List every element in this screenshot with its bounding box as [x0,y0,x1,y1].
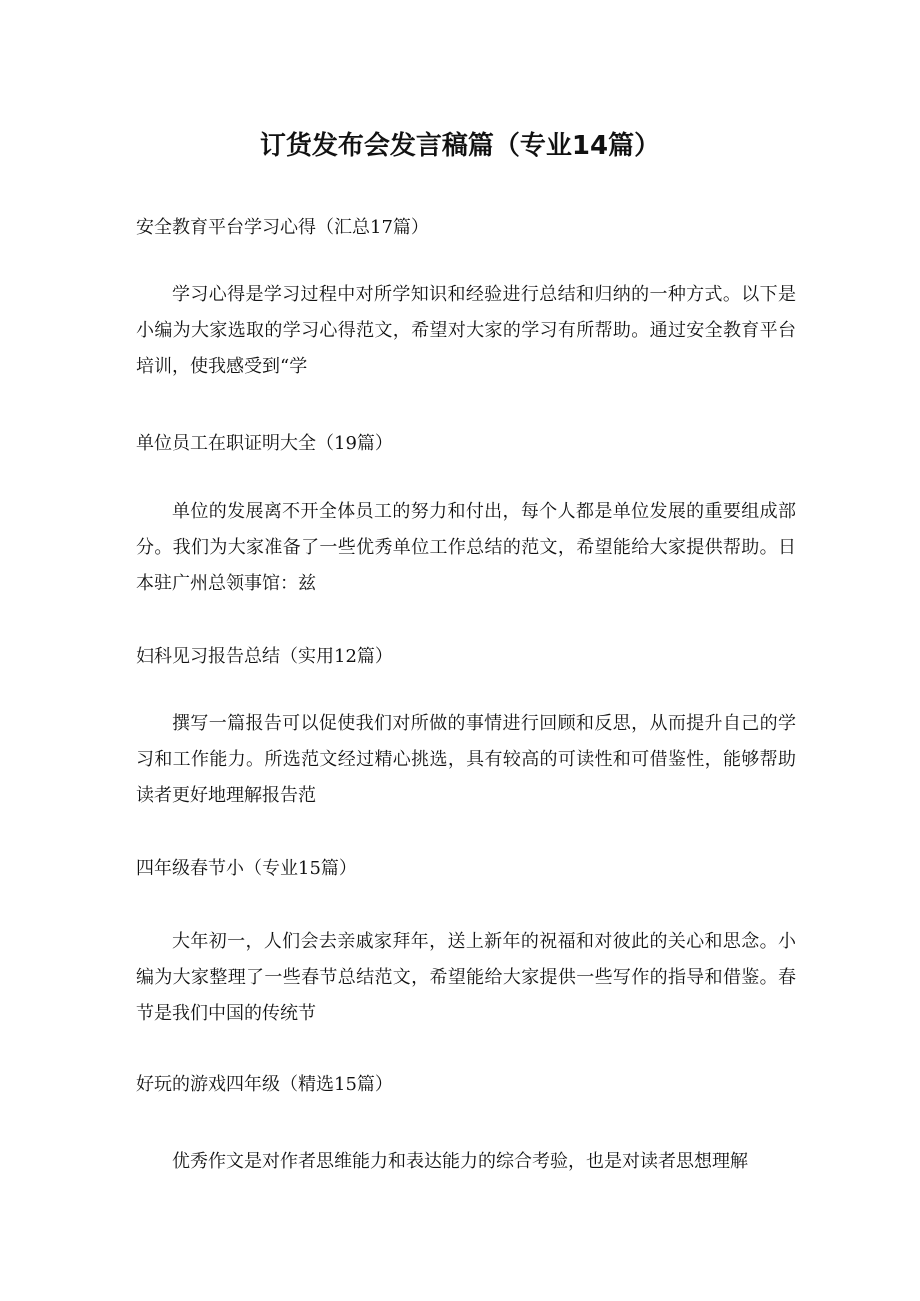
section-summary: 撰写一篇报告可以促使我们对所做的事情进行回顾和反思，从而提升自己的学习和工作能力。所选范文经过精心挑选，具有较高的可读性和可借鉴性，能够帮助读者更好地理解报告范 [136,713,796,806]
section-heading: 单位员工在职证明大全（19篇） [136,433,393,454]
section-summary: 学习心得是学习过程中对所学知识和经验进行总结和归纳的一种方式。以下是小编为大家选取的学习心得范文，希望对大家的学习有所帮助。通过安全教育平台培训，使我感受到“学 [136,284,796,377]
section-heading: 妇科见习报告总结（实用12篇） [136,646,393,667]
section-summary: 大年初一，人们会去亲戚家拜年，送上新年的祝福和对彼此的关心和思念。小编为大家整理了一些春节总结范文，希望能给大家提供一些写作的指导和借鉴。春节是我们中国的传统节 [136,931,796,1024]
section-heading: 好玩的游戏四年级（精选15篇） [136,1074,393,1095]
section-summary: 单位的发展离不开全体员工的努力和付出，每个人都是单位发展的重要组成部分。我们为大家准备了一些优秀单位工作总结的范文，希望能给大家提供帮助。日本驻广州总领事馆：兹 [136,501,796,594]
section-heading: 四年级春节小（专业15篇） [136,858,357,879]
document-title: 订货发布会发言稿篇（专业14篇） [259,131,661,161]
section-summary: 优秀作文是对作者思维能力和表达能力的综合考验，也是对读者思想理解 [172,1151,748,1172]
section-heading: 安全教育平台学习心得（汇总17篇） [136,217,429,238]
